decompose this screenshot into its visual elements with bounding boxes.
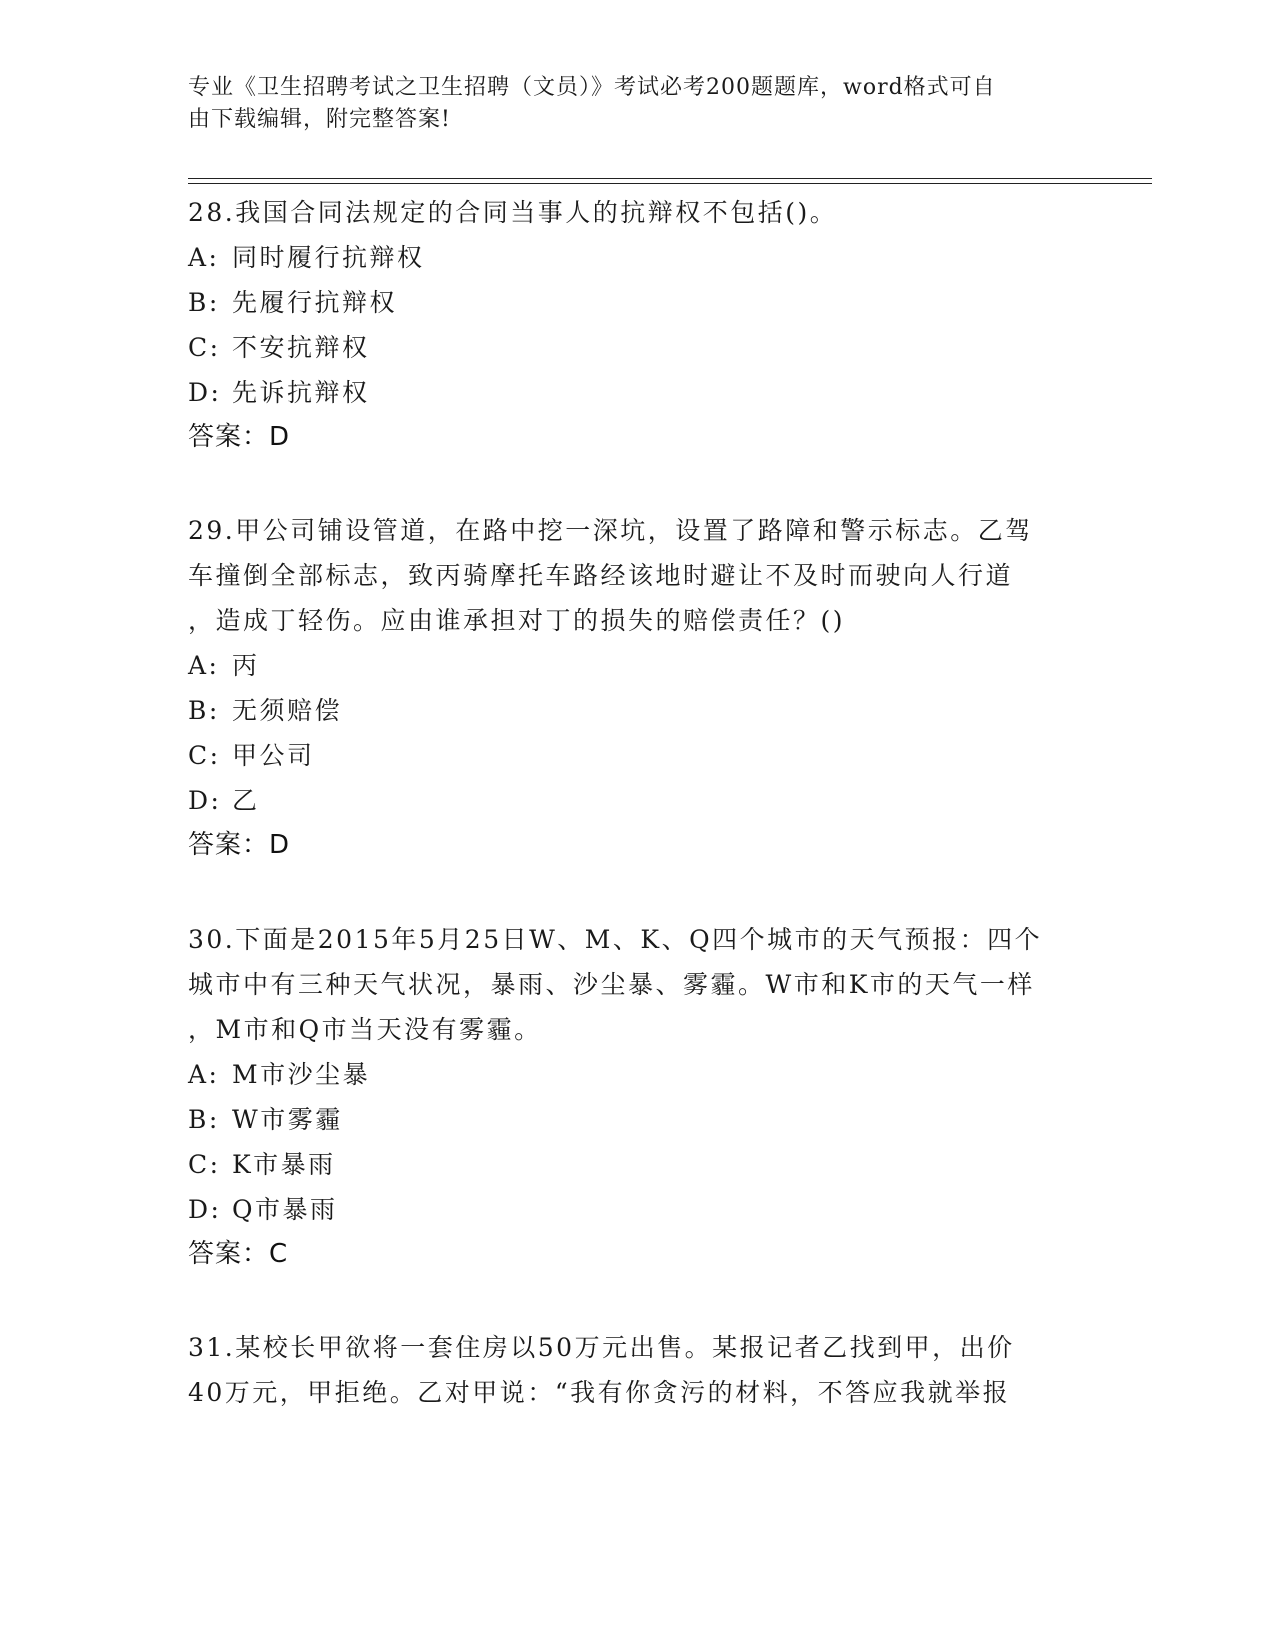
option-c (188, 1142, 1088, 1187)
question-31 (188, 1325, 1088, 1415)
question-stem-line: 30.下面是2015年5月25日W、M、K、Q四个城市的天气预报：四个 (188, 925, 1043, 954)
option-label: C: (188, 741, 221, 770)
option-label: C: (188, 333, 221, 362)
option-label: A: (188, 651, 220, 680)
option-d (188, 778, 1088, 823)
question-28 (188, 190, 1088, 460)
answer-line: 答案：D (188, 422, 291, 452)
question-stem-line: 28.我国合同法规定的合同当事人的抗辩权不包括()。 (188, 198, 838, 227)
header-rule-top (188, 178, 1152, 179)
question-stem-line: ，造成丁轻伤。应由谁承担对丁的损失的赔偿责任？() (188, 606, 846, 635)
question-stem-line: 29.甲公司铺设管道，在路中挖一深坑，设置了路障和警示标志。乙驾 (188, 516, 1033, 545)
option-text: M市沙尘暴 (232, 1060, 371, 1089)
option-text: 甲公司 (232, 741, 315, 770)
option-text: Q市暴雨 (232, 1195, 338, 1224)
option-c (188, 733, 1088, 778)
question-stem-line: 31.某校长甲欲将一套住房以50万元出售。某报记者乙找到甲，出价 (188, 1333, 1015, 1362)
header-line-1: 专业《卫生招聘考试之卫生招聘（文员）》考试必考200题题库，word格式可自 (188, 75, 996, 100)
document-header (188, 72, 1078, 136)
answer-line: 答案：C (188, 1239, 289, 1269)
option-label: D: (188, 1195, 222, 1224)
option-text: K市暴雨 (232, 1150, 336, 1179)
option-a (188, 643, 1088, 688)
option-text: W市雾霾 (232, 1105, 343, 1134)
question-stem-line: 车撞倒全部标志，致丙骑摩托车路经该地时避让不及时而驶向人行道 (188, 561, 1014, 590)
option-text: 先履行抗辩权 (232, 288, 398, 317)
option-text: 同时履行抗辩权 (232, 243, 425, 272)
option-c (188, 325, 1088, 370)
option-text: 无须赔偿 (232, 696, 343, 725)
option-a (188, 1052, 1088, 1097)
option-label: D: (188, 786, 222, 815)
option-d (188, 1187, 1088, 1232)
option-label: C: (188, 1150, 221, 1179)
option-text: 不安抗辩权 (232, 333, 370, 362)
header-rule-bottom (188, 183, 1152, 184)
option-label: B: (188, 696, 220, 725)
option-b (188, 1097, 1088, 1142)
option-label: B: (188, 288, 220, 317)
option-a (188, 235, 1088, 280)
option-text: 丙 (232, 651, 260, 680)
question-30 (188, 917, 1088, 1277)
option-d (188, 370, 1088, 415)
option-text: 乙 (232, 786, 260, 815)
option-text: 先诉抗辩权 (232, 378, 370, 407)
option-label: D: (188, 378, 222, 407)
answer-line: 答案：D (188, 830, 291, 860)
option-label: A: (188, 243, 220, 272)
question-stem-line: ，M市和Q市当天没有雾霾。 (188, 1015, 542, 1044)
question-29 (188, 508, 1088, 868)
option-label: A: (188, 1060, 220, 1089)
option-b (188, 688, 1088, 733)
question-stem-line: 40万元，甲拒绝。乙对甲说：“我有你贪污的材料，不答应我就举报 (188, 1378, 1011, 1407)
option-label: B: (188, 1105, 220, 1134)
header-line-2: 由下载编辑，附完整答案! (188, 107, 451, 132)
question-stem-line: 城市中有三种天气状况，暴雨、沙尘暴、雾霾。W市和K市的天气一样 (188, 970, 1035, 999)
option-b (188, 280, 1088, 325)
